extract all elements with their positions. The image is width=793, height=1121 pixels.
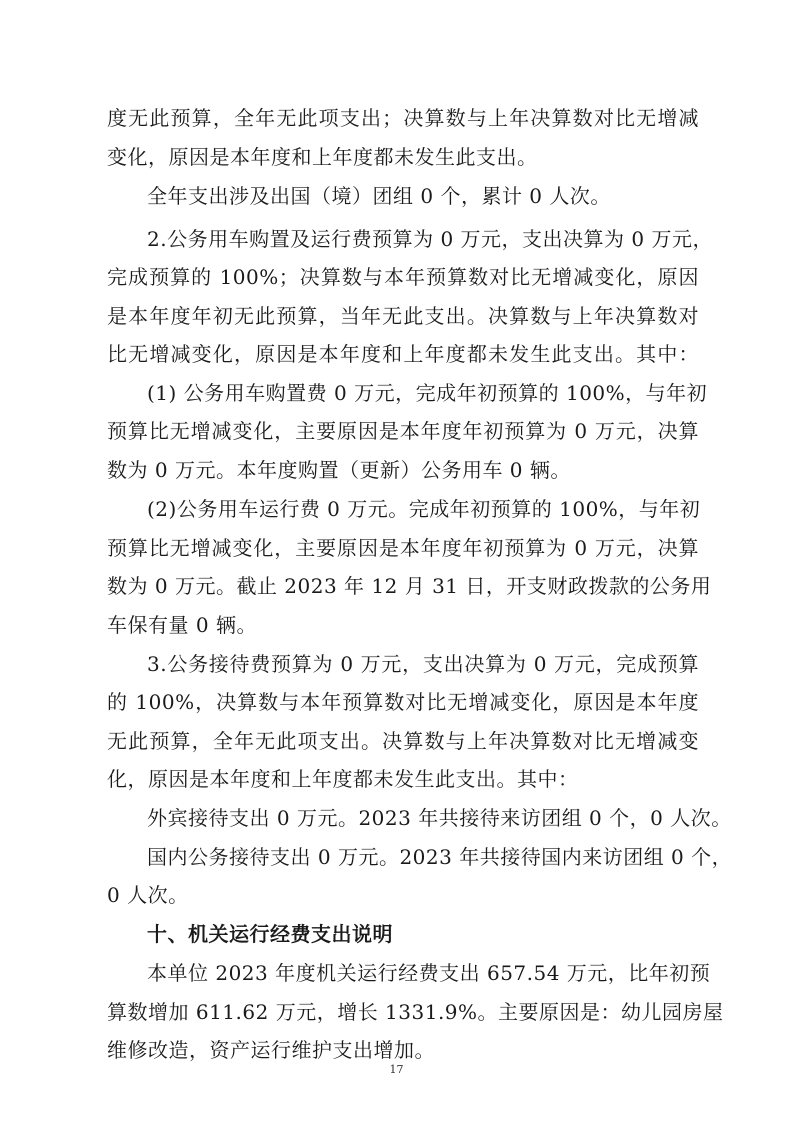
paragraph-line: 是本年度年初无此预算，当年无此支出。决算数与上年决算数对	[107, 304, 699, 328]
paragraph-line: 比无增减变化，原因是本年度和上年度都未发生此支出。其中：	[107, 342, 699, 366]
paragraph-line: 本单位 2023 年度机关运行经费支出 657.54 万元，比年初预	[147, 961, 711, 985]
paragraph-line: 2.公务用车购置及运行费预算为 0 万元，支出决算为 0 万元，	[147, 227, 713, 251]
paragraph-line: 数为 0 万元。截止 2023 年 12 月 31 日，开支财政拨款的公务用	[107, 574, 712, 598]
page-number: 17	[389, 1063, 404, 1076]
paragraph-line: 预算比无增减变化，主要原因是本年度年初预算为 0 万元，决算	[107, 536, 699, 560]
paragraph-line: 数为 0 万元。本年度购置（更新）公务用车 0 辆。	[107, 458, 571, 482]
paragraph-line: 化，原因是本年度和上年度都未发生此支出。其中：	[107, 767, 579, 791]
section-heading: 十、机关运行经费支出说明	[147, 922, 393, 946]
paragraph-line: 算数增加 611.62 万元，增长 1331.9%。主要原因是：幼儿园房屋	[107, 1000, 724, 1024]
paragraph-line: 3.公务接待费预算为 0 万元，支出决算为 0 万元，完成预算	[147, 652, 699, 676]
paragraph-line: 变化，原因是本年度和上年度都未发生此支出。	[107, 145, 538, 169]
paragraph-line: 0 人次。	[107, 883, 189, 907]
paragraph-line: 全年支出涉及出国（境）团组 0 个，累计 0 人次。	[147, 184, 611, 208]
paragraph-line: 度无此预算，全年无此项支出；决算数与上年决算数对比无增减	[107, 106, 699, 130]
paragraph-line: 维修改造，资产运行维护支出增加。	[107, 1038, 435, 1062]
paragraph-line: 车保有量 0 辆。	[107, 613, 257, 637]
paragraph-line: 国内公务接待支出 0 万元。2023 年共接待国内来访团组 0 个，	[147, 845, 733, 869]
paragraph-line: (1) 公务用车购置费 0 万元，完成年初预算的 100%，与年初	[147, 381, 708, 405]
paragraph-line: 完成预算的 100%；决算数与本年预算数对比无增减变化，原因	[107, 265, 699, 289]
paragraph-line: 外宾接待支出 0 万元。2023 年共接待来访团组 0 个，0 人次。	[147, 806, 732, 830]
paragraph-line: 预算比无增减变化，主要原因是本年度年初预算为 0 万元，决算	[107, 419, 699, 443]
paragraph-line: 的 100%，决算数与本年预算数对比无增减变化，原因是本年度	[107, 690, 699, 714]
paragraph-line: 无此预算，全年无此项支出。决算数与上年决算数对比无增减变	[107, 729, 699, 753]
paragraph-line: (2)公务用车运行费 0 万元。完成年初预算的 100%，与年初	[147, 497, 701, 521]
